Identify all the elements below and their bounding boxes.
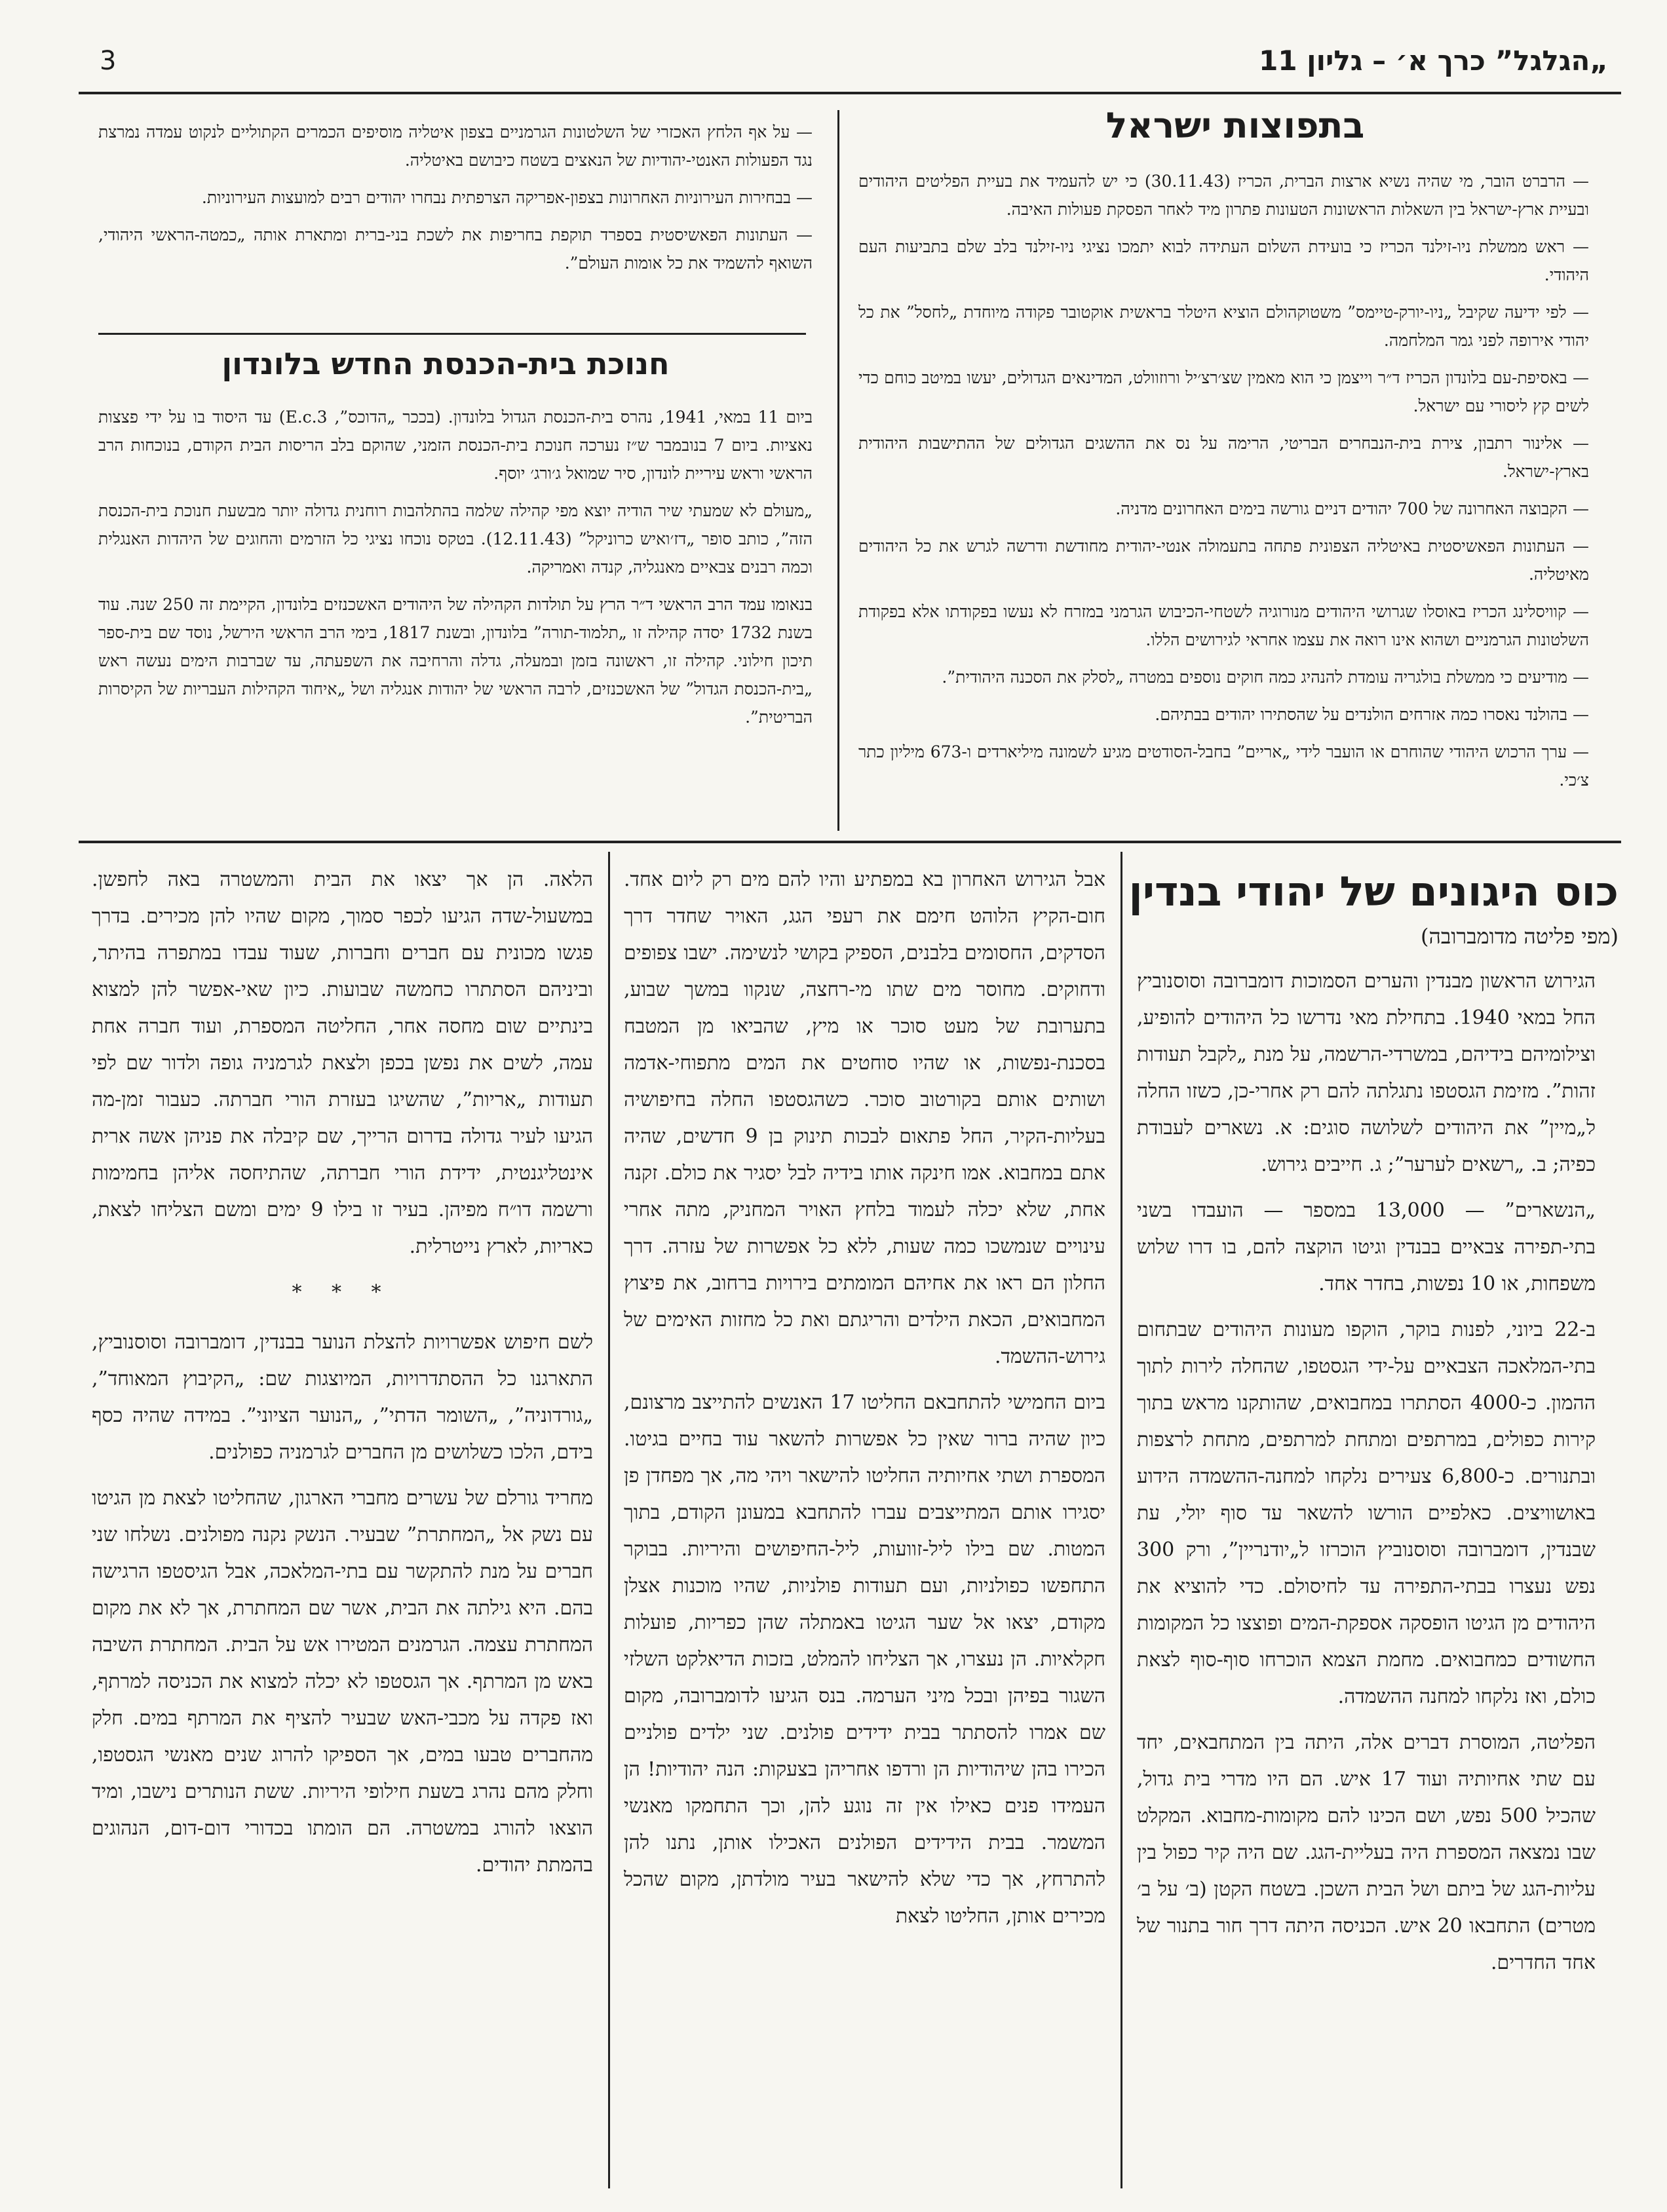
news-item: — בבחירות העירוניות האחרונות בצפון-אפריקה הצרפתית נבחרו יהודים רבים למועצות העירוניות. (201, 188, 813, 207)
kos-column-1 (1137, 963, 1596, 2195)
article-paragraph: בנאומו עמד הרב הראשי ד״ר הרץ על תולדות הקהילה של היהודים האשכנזים בלונדון, הקיימת זה 250 שנה. עוד בשנת 1732 יסדה קהילה זו „תלמוד-תורה” בלונדון, ובשנת 1817, בימי הרב הראשי הירשל, נוסד שם בית-ספר תיכון חילוני. קהילה זו, ראשונה בזמן ובמעלה, גדלה והרחיבה את השפעתה, עד שברבות הימים נעשה ראש „בית-הכנסת הגדול” של האשכנזים, לרבה הראשי של יהודות אנגליה ושל „איחוד הקהילות העבריות של הקיסרות הבריטית”. (98, 595, 813, 727)
masthead: „הגלגל” כרך א׳ – גליון 11 (1259, 45, 1608, 77)
column-rule (837, 110, 839, 831)
kos-column-2 (624, 862, 1105, 2195)
article-paragraph: ביום 11 במאי, 1941, נהרס בית-הכנסת הגדול בלונדון. (בככר „הדוכס”, E.c.3) עד היסוד בו על ידי פצצות נאציות. ביום 7 בנובמבר ש״ז נערכה חנוכת בית-הכנסת הזמני, שהוקם בלב הריסות הבית הקודם, בנוכחות הרב הראשי וראש עיריית לונדון, סיר שמואל ג׳ורג׳ יוסף. (98, 408, 813, 483)
section-separator: * * * (292, 1281, 393, 1304)
kos-column-3 (92, 862, 593, 2195)
news-item: — באסיפת-עם בלונדון הכריז ד״ר וייצמן כי הוא מאמין שצ׳רצ׳יל ורוזוולט, המדינאים הגדולים, יעשו במיטב כוחם כדי לשים קץ ליסורי עם ישראל. (858, 368, 1589, 415)
article-paragraph: ביום החמישי להתחבאם החליטו 17 האנשים להתייצב מרצונם, כיון שהיה ברור שאין כל אפשרות להשאר עוד בחיים בגיטו. המספרת ושתי אחיותיה החליטו להישאר ויהי מה, אך מפחדן פן יסגירו אותם המתייצבים עברו להתחבא במעונן הקודם, בתוך המטות. שם בילו ליל-זוועות, ליל-החיפושים והיריות. בבוקר התחפשו כפולניות, ועם תעודות פולניות, שהיו מוכנות אצלן מקודם, יצאו אל שער הגיטו באמתלה שהן כפריות, פועלות חקלאיות. הן נעצרו, אך הצליחו להמלט, בזכות הדיאלקט השלזי השגור בפיהן ובכל מיני הערמה. בנס הגיעו לדומברובה, מקום שם אמרו להסתתר בבית ידידים פולנים. שני ילדים פולניים הכירו בהן שיהודיות הן ורדפו אחריהן בצעקות: הנה יהודיות! הן העמידו פנים כאילו אין זה נוגע להן, וכך התחמקו מאנשי המשמר. בבית הידידים הפולנים האכילו אותן, נתנו להן להתרחץ, אך כדי שלא להישאר בעיר מולדתן, מקום שהכל מכירים אותן, החליטו לצאת (624, 1391, 1105, 1928)
hanukat-column (98, 403, 813, 829)
hanukat-title: חנוכת בית-הכנסת החדש בלונדון (221, 346, 670, 381)
article-paragraph: הלאה. הן אך יצאו את הבית והמשטרה באה לחפשן. במשעול-שדה הגיעו לכפר סמוך, מקום שהיו להן מכירים. בדרך פגשו מכונית עם חברים וחברות, שעוד עבדו במתפרה בהיתר, וביניהם הסתתרו כחמשה שבועות. כיון שאי-אפשר להן למצוא בינתיים שום מחסה אחר, החליטה המספרת, ועוד חברה אחת עמה, לשים את נפשן בכפן ולצאת לגרמניה גופה ולדור שם לפי תעודות „אריות”, שהשיגו בעזרת הורי חברתה. כעבור זמן-מה הגיעו לעיר גדולה בדרום הרייך, שם קיבלה את פניהן אשה ארית אינטליגנטית, ידידת הורי חברתה, שהתיחסה אליהן בחמימות ורשמה דו״ח מפיהן. בעיר זו בילו 9 ימים ומשם הצליחו לצאת, כאריות, לארץ נייטרלית. (92, 868, 593, 1258)
news-item: — העתונות הפאשיסטית באיטליה הצפונית פתחה בתעמולה אנטי-יהודית מחודשת ודרשה לגרש את כל היהודים מאיטליה. (858, 537, 1589, 584)
tfuzot-column (858, 167, 1589, 822)
article-paragraph: „הנשארים” — 13,000 במספר — הועבדו בשני בתי-תפירה צבאיים בבנדין וגיטו הוקצה להם, בו דרו שלוש משפחות, או 10 נפשות, בחדר אחד. (1137, 1199, 1596, 1295)
news-item: — ערך הרכוש היהודי שהוחרם או הועבר לידי „אריים” בחבל-הסודטים מגיע לשמונה מיליארדים ו-673 מיליון כתר צ׳כי. (858, 742, 1589, 790)
news-item: — העתונות הפאשיסטית בספרד תוקפת בחריפות את לשכת בני-ברית ומתארת אותה „כמטה-הראשי היהודי, השואף להשמיד את כל אומות העולם”. (98, 225, 813, 273)
news-item: — הקבוצה האחרונה של 700 יהודים דניים גורשה בימים האחרונים מדניה. (1115, 499, 1589, 518)
news-item: — הרברט הובר, מי שהיה נשיא ארצות הברית, הכריז (30.11.43) כי יש להעמיד את בעיית הפליטים היהודים ובעיית ארץ-ישראל בין השאלות הראשונות הטעונות פתרון מיד לאחר הפסקת פעולות האיבה. (858, 172, 1589, 219)
news-item: — קוויסלינג הכריז באוסלו שגרושי היהודים מנורוגיה לשטחי-הכיבוש הגרמני במזרח לא נעשו בפקודתו אלא בפקודת השלטונות הגרמניים ושהוא אינו רואה את עצמו אחראי לגירושים הללו. (858, 602, 1589, 649)
italy-column (98, 118, 813, 328)
mid-page-rule (79, 841, 1621, 843)
article-paragraph: לשם חיפוש אפשרויות להצלת הנוער בבנדין, דומברובה וסוסנוביץ, התארגנו כל ההסתדרויות, המיוצגות שם: „הקיבוץ המאוחד”, „גורדוניה”, „השומר הדתי”, „הנוער הציוני”. במידה שהיה כסף בידם, הלכו כשלושים מן החברים לגרמניה כפולנים. (92, 1331, 593, 1464)
news-item: — אלינור רתבון, צירת בית-הנבחרים הבריטי, הרימה על נס את ההשגים הגדולים של ההתישבות היהודית בארץ-ישראל. (858, 434, 1589, 481)
article-paragraph: אבל הגירוש האחרון בא במפתיע והיו להם מים רק ליום אחד. חום-הקיץ הלוהט חימם את רעפי הגג, האויר שחדר דרך הסדקים, החסומים בלבנים, הספיק בקושי לנשימה. ישבו צפופים ודחוקים. מחוסר מים שתו מי-רחצה, שנקוו במשך שבוע, בתערובת של מעט סוכר או מיץ, שהביאו מן המטבח בסכנת-נפשות, או שהיו סוחטים את המים מתפוחי-אדמה ושותים אותם בקורטוב סוכר. כשהגסטפו החלה בחיפושיה בעליות-הקיר, החל פתאום לבכות תינוק בן 9 חדשים, שהיה אתם במחבוא. אמו חינקה אותו בידיה לבל יסגיר את כולם. זקנה אחת, שלא יכלה לעמוד בלחץ האויר המחניק, מתה אחרי עינויים שנמשכו כמה שעות, ללא כל אפשרות של עזרה. דרך החלון הם ראו את אחיהם המומתים בירויות ברחוב, את פיצוץ המחבואים, הכאת הילדים והריגתם ואת כל מחזות האימים של גירוש-ההשמד. (624, 868, 1105, 1368)
news-item: — מודיעים כי ממשלת בולגריה עומדת להנהיג כמה חוקים נוספים במטרה „לסלק את הסכנה היהודית”. (942, 668, 1589, 687)
header-rule (79, 92, 1621, 94)
kos-subtitle: (מפי פליטה מדומברובה) (1421, 924, 1619, 949)
column-rule (608, 852, 610, 2188)
article-paragraph: מחריד גורלם של עשרים מחברי הארגון, שהחליטו לצאת מן הגיטו עם נשק אל „המחתרת” שבעיר. הנשק נקנה מפולנים. נשלחו שני חברים על מנת להתקשר עם בתי-המלאכה, אבל הגיסטפו הרגישה בהם. היא גילתה את הבית, אשר שם המחתרת, אך לא את מקום המחתרת עצמה. הגרמנים המטירו אש על הבית. המחתרת השיבה באש מן המרתף. אך הגסטפו לא יכלה למצוא את הכניסה למרתף, ואז פקדה על מכבי-האש שבעיר להציף את המרתף במים. חלק מהחברים טבעו במים, אך הספיקו להרוג שנים מאנשי הגסטפו, וחלק מהם נהרג בשעת חילופי היריות. ששת הנותרים נישבו, ומיד הוצאו להורג במשטרה. הם הומתו בכדורי דום-דום, הנהוגים בהמתת יהודים. (92, 1487, 593, 1877)
news-item: — לפי ידיעה שקיבל „ניו-יורק-טיימס” משטוקהולם הוציא היטלר בראשית אוקטובר פקודה מיוחדת „לחסל” את כל יהודי אירופה לפני גמר המלחמה. (858, 303, 1589, 350)
article-paragraph: הפליטה, המוסרת דברים אלה, היתה בין המתחבאים, יחד עם שתי אחיותיה ועוד 17 איש. הם היו מדרי בית גדול, שהכיל 500 נפש, ושם הכינו להם מקומות-מחבוא. המקלט שבו נמצאה המספרת היה בעליית-הגג. שם היה קיר כפול בין עליות-הגג של ביתם ושל הבית השכן. בשטח הקטן (ב׳ על ב׳ מטרים) התחבאו 20 איש. הכניסה היתה דרך חור בתנור של אחד החדרים. (1137, 1731, 1596, 1974)
article-paragraph: ב-22 ביוני, לפנות בוקר, הוקפו מעונות היהודים שבתחום בתי-המלאכה הצבאיים על-ידי הגסטפו, שהחלה לירות לתוך ההמון. כ-4000 הסתתרו במחבואים, שהותקנו מראש בתוך קירות כפולים, במרתפים ומתחת למרתפים, מתחת לרצפות ובתנורים. כ-6,800 צעירים נלקחו למחנה-ההשמדה הידוע באושוויצים. כאלפיים הורשו להשאר עד סוף יולי, עת שבנדין, דומברובה וסוסנוביץ הוכרזו ל„יודנריין”, ורק 300 נפש נעצרו בבתי-התפירה עד לחיסולם. כדי להוציא את היהודים מן הגיטו הופסקה אספקת-המים ופוצצו כל המקומות החשודים כמחבואים. מחמת הצמא הוכרחו סוף-סוף לצאת כולם, ואז נלקחו למחנה ההשמדה. (1137, 1318, 1596, 1708)
page-number: 3 (100, 46, 117, 76)
column-rule (1121, 852, 1122, 2188)
running-head (92, 42, 1608, 89)
news-item: — על אף הלחץ האכזרי של השלטונות הגרמניים בצפון איטליה מוסיפים הכמרים הקתוליים לנקוט עמדה נמרצת נגד הפעולות האנטי-יהודיות של הנאצים בשטח כיבושם באיטליה. (98, 123, 813, 170)
news-item: — ראש ממשלת ניו-זילנד הכריז כי בועידת השלום העתידה לבוא יתמכו נציגי ניו-זילנד בלב שלם בתביעות העם היהודי. (858, 237, 1589, 284)
article-paragraph: „מעולם לא שמעתי שיר הודיה יוצא מפי קהילה שלמה בהתלהבות רוחנית גדולה יותר מבשעת חנוכת בית-הכנסת הזה”, כותב סופר „דז׳ואיש כרוניקל” (12.11.43). בטקס נוכחו נציגי כל הזרמים והחוגים של היהדות האנגלית וכמה רבנים צבאיים מאנגליה, קנדה ואמריקה. (98, 501, 813, 577)
kos-title: כוס היגונים של יהודי בנדין (1128, 868, 1619, 915)
tfuzot-title: בתפוצות ישראל (1105, 105, 1365, 146)
news-item: — בהולנד נאסרו כמה אזרחים הולנדים על שהסתירו יהודים בבתיהם. (1155, 705, 1589, 724)
section-rule (98, 333, 806, 335)
article-paragraph: הגירוש הראשון מבנדין והערים הסמוכות דומברובה וסוסנוביץ החל במאי 1940. בתחילת מאי נדרשו כל היהודים להופיע, וצילומיהם בידיהם, במשרדי-הרשמה, על מנת „לקבל תעודות זהות”. מזימת הגסטפו נתגלתה להם רק אחרי-כן, כשזו החלה ל„מיין” את היהודים לשלושה סוגים: א. נשארים לעבודת כפיה; ב. „רשאים לערער”; ג. חייבים גירוש. (1137, 970, 1596, 1176)
